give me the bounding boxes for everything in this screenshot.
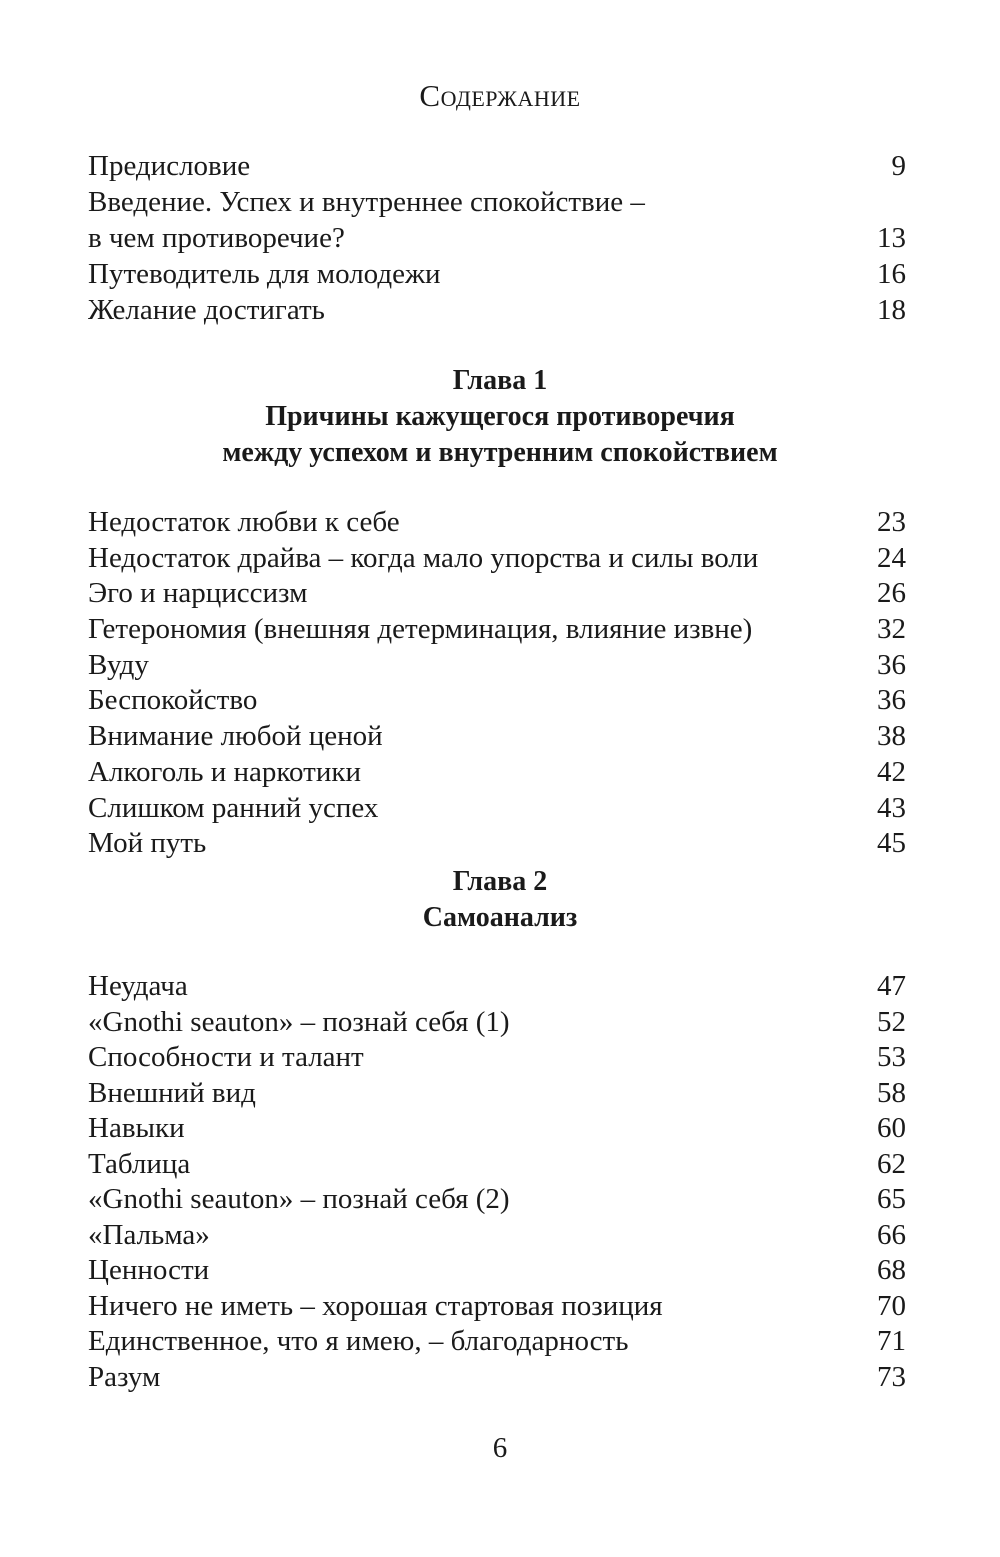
- page-title: Содержание: [419, 78, 581, 113]
- toc-entry-page: 53: [877, 1041, 906, 1073]
- toc-chapter-1-section: [88, 505, 906, 862]
- toc-entry-text: «Пальма»: [88, 1218, 210, 1251]
- toc-entry-page: 18: [877, 294, 906, 326]
- toc-entry-text: Недостаток драйва – когда мало упорства и силы воли: [88, 541, 759, 574]
- chapter-2-label: Глава 2: [452, 866, 548, 897]
- toc-entry: [88, 256, 906, 292]
- toc-entry-text: Неудача: [88, 970, 188, 1002]
- toc-entry-page: 71: [877, 1325, 906, 1357]
- chapter-1-title-line-2: между успехом и внутренним спокойствием: [222, 437, 778, 468]
- chapter-2-heading: [0, 864, 1000, 936]
- toc-entry-page: 13: [877, 222, 906, 254]
- toc-entry-text: в чем противоречие?: [88, 222, 345, 254]
- toc-entry-page: 36: [877, 684, 906, 717]
- toc-entry-text: Введение. Успех и внутреннее спокойствие –: [88, 186, 645, 218]
- toc-entry: [88, 1111, 906, 1147]
- toc-entry: [88, 1324, 906, 1360]
- toc-entry: [88, 1040, 906, 1076]
- page-number: 6: [492, 1432, 508, 1464]
- toc-entry: [88, 1218, 906, 1254]
- toc-entry-text: Способности и талант: [88, 1041, 364, 1073]
- toc-entry-text: Беспокойство: [88, 684, 258, 717]
- toc-entry: [88, 1289, 906, 1325]
- toc-intro-section: [88, 148, 906, 328]
- toc-entry-page: 65: [877, 1183, 906, 1215]
- toc-entry-page: 60: [877, 1112, 906, 1144]
- toc-entry-text: Ценности: [88, 1254, 210, 1286]
- toc-entry-text: Единственное, что я имею, – благодарность: [88, 1325, 629, 1357]
- toc-entry: [88, 148, 906, 184]
- chapter-1-label: Глава 1: [452, 365, 548, 396]
- toc-entry-text: Желание достигать: [88, 294, 325, 326]
- toc-entry-text: Алкоголь и наркотики: [88, 755, 361, 788]
- chapter-2-title: Самоанализ: [422, 902, 578, 933]
- toc-entry: [88, 220, 906, 256]
- toc-entry-text: Внимание любой ценой: [88, 720, 383, 753]
- toc-entry-text: Таблица: [88, 1147, 191, 1180]
- toc-entry: [88, 1253, 906, 1289]
- toc-entry: [88, 184, 906, 220]
- toc-entry: [88, 1360, 906, 1396]
- toc-entry-text: «Gnothi seauton» – познай себя (2): [88, 1183, 510, 1215]
- toc-entry-text: «Gnothi seauton» – познай себя (1): [88, 1005, 510, 1038]
- toc-entry: [88, 1147, 906, 1183]
- toc-entry-page: 42: [877, 755, 906, 788]
- toc-entry: [88, 826, 906, 862]
- toc-entry-page: 47: [877, 970, 906, 1002]
- toc-entry-page: 38: [877, 720, 906, 753]
- toc-entry-page: 68: [877, 1254, 906, 1286]
- toc-entry-page: 32: [877, 613, 906, 646]
- toc-entry-page: 66: [877, 1218, 906, 1251]
- toc-entry-text: Эго и нарциссизм: [88, 577, 308, 610]
- toc-entry-text: Внешний вид: [88, 1076, 256, 1109]
- toc-entry-text: Мой путь: [88, 827, 207, 860]
- toc-entry: [88, 1076, 906, 1112]
- toc-entry-text: Гетерономия (внешняя детерминация, влияние извне): [88, 613, 753, 646]
- toc-entry: [88, 1005, 906, 1041]
- toc-entry-text: Навыки: [88, 1112, 185, 1144]
- toc-entry-text: Слишком ранний успех: [88, 791, 379, 824]
- toc-entry-page: 62: [877, 1147, 906, 1180]
- toc-entry: [88, 648, 906, 684]
- toc-entry: [88, 755, 906, 791]
- toc-chapter-2-section: [88, 969, 906, 1395]
- toc-entry-page: 36: [877, 648, 906, 681]
- toc-entry-page: 43: [877, 791, 906, 824]
- toc-entry-page: 73: [877, 1360, 906, 1393]
- toc-entry-text: Вуду: [88, 648, 149, 681]
- toc-entry-page: 23: [877, 506, 906, 538]
- toc-entry-text: Ничего не иметь – хорошая стартовая позиция: [88, 1289, 663, 1322]
- toc-entry: [88, 1182, 906, 1218]
- toc-entry: [88, 791, 906, 827]
- toc-entry-page: 58: [877, 1076, 906, 1109]
- toc-entry: [88, 612, 906, 648]
- toc-entry-text: Предисловие: [88, 150, 251, 182]
- toc-entry-page: 26: [877, 577, 906, 610]
- toc-entry-page: 52: [877, 1005, 906, 1038]
- toc-entry: [88, 683, 906, 719]
- chapter-1-heading: [0, 363, 1000, 471]
- toc-entry-text: Недостаток любви к себе: [88, 506, 400, 538]
- toc-entry: [88, 969, 906, 1005]
- toc-entry-page: 9: [891, 150, 906, 182]
- toc-entry-page: 16: [877, 258, 906, 290]
- toc-entry: [88, 541, 906, 577]
- chapter-1-title-line-1: Причины кажущегося противоречия: [265, 401, 735, 432]
- toc-entry: [88, 505, 906, 541]
- toc-entry: [88, 292, 906, 328]
- toc-entry-page: 45: [877, 827, 906, 860]
- toc-entry-text: Разум: [88, 1360, 161, 1393]
- toc-entry: [88, 576, 906, 612]
- toc-entry-text: Путеводитель для молодежи: [88, 258, 441, 290]
- toc-entry-page: 70: [877, 1289, 906, 1322]
- toc-entry: [88, 719, 906, 755]
- toc-entry-page: 24: [877, 541, 906, 574]
